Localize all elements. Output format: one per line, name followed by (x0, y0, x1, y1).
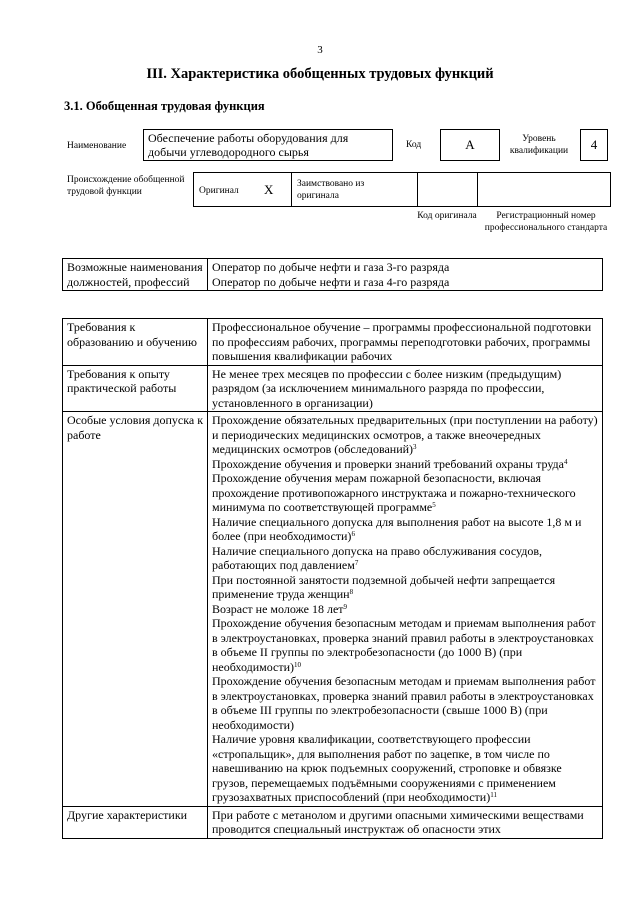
section-title: III. Характеристика обобщенных трудовых функций (146, 66, 494, 82)
requirement-line: Наличие специального допуска для выполнения работ на высоте 1,8 м и более (при необходимости)$^6$ (212, 514, 582, 543)
requirement-line: При постоянной занятости подземной добычей нефти запрещается применение труда женщин$^8$ (212, 572, 556, 601)
requirement-line: Прохождение обучения и проверки знаний требований охраны труда$^4$ (212, 456, 568, 471)
requirement-line: Наличие уровня квалификации, соответствующего профессии «стропальщик», для выполнения работ по зацепке, в том числе по навешиванию на крюк подъемных сооружений, строповке и обвязке грузов, перемещаемых подъёмными сооружениями с применением грузозахватных приспособлений (при необходимости)$^{11}$ (212, 732, 562, 804)
requirement-label: Требования к опыту практической работы (63, 365, 208, 412)
table-row (63, 319, 603, 366)
table-row (63, 365, 603, 412)
name-label: Наименование (67, 141, 127, 151)
requirement-label: Требования к образованию и обучению (63, 319, 208, 366)
requirement-line: Возраст не моложе 18 лет$^9$ (212, 601, 348, 616)
requirement-value (208, 319, 603, 366)
requirement-value (208, 412, 603, 807)
positions-label: Возможные наименования должностей, профессий (63, 259, 208, 291)
level-value: 4 (580, 129, 608, 161)
footnote-ref: 5 (432, 501, 436, 509)
position-item: Оператор по добыче нефти и газа 4-го разряда (212, 274, 450, 289)
footnote-ref: 6 (351, 530, 355, 538)
origin-divider (477, 172, 478, 207)
requirement-line: Профессиональное обучение – программы профессиональной подготовки по профессиям рабочих, программы переподготовки рабочих, программы повышения квалификации рабочих (212, 320, 592, 363)
table-row (63, 806, 603, 838)
reg-number-caption: Регистрационный номер профессионального стандарта (484, 211, 608, 233)
requirement-line: Наличие специального допуска на право обслуживания сосудов, работающих под давлением$^7$ (212, 543, 543, 572)
origin-divider (417, 172, 418, 207)
table-row (63, 259, 603, 291)
footnote-ref: 8 (349, 588, 354, 596)
positions-values (208, 259, 603, 291)
position-item: Оператор по добыче нефти и газа 3-го разряда (212, 260, 450, 274)
requirement-line: Прохождение обязательных предварительных (при поступлении на работу) и периодических медицинских осмотров, а также внеочередных медицинских осмотров (обследований)$^3$ (212, 413, 598, 456)
level-label: Уровень квалификации (509, 134, 569, 156)
original-mark: Х (264, 182, 274, 197)
original-label: Оригинал (199, 186, 239, 196)
footnote-ref: 11 (490, 791, 497, 799)
requirement-label: Другие характеристики (63, 806, 208, 838)
origin-grid (193, 172, 611, 207)
requirement-line: При работе с метанолом и другими опасными химическими веществами проводится специальный инструктаж об опасности этих (212, 807, 584, 836)
origin-label: Происхождение обобщенной трудовой функции (67, 175, 185, 197)
footnote-ref: 7 (354, 559, 359, 567)
subsection-title: 3.1. Обобщенная трудовая функция (64, 99, 265, 113)
footnote-ref: 9 (343, 602, 348, 611)
requirement-label: Особые условия допуска к работе (63, 412, 208, 807)
page-number: 3 (317, 44, 323, 56)
footnote-ref: 4 (564, 457, 568, 466)
table-row (63, 412, 603, 807)
positions-table (62, 258, 603, 291)
footnote-ref: 3 (413, 443, 417, 451)
requirement-line: Прохождение обучения мерам пожарной безопасности, включая прохождение противопожарного инструктажа и пожарно-технического минимума по соответствующей программе$^5$ (212, 471, 576, 514)
requirement-line: Прохождение обучения безопасным методам и приемам выполнения работ в электроустановках, проверка знаний правил работы в электроустановках в объеме II группы по электробезопасности (до 1000 В) (при необходимости)$^{10}$ (212, 616, 596, 674)
footnote-ref: 10 (294, 660, 302, 669)
code-label: Код (406, 140, 422, 150)
name-value: Обеспечение работы оборудования для добычи углеводородного сырья (143, 129, 393, 161)
origin-divider (291, 172, 292, 207)
origin-code-caption: Код оригинала (417, 211, 477, 221)
code-value: А (440, 129, 500, 161)
borrowed-label: Заимствовано из оригинала (297, 179, 365, 201)
requirements-table (62, 318, 603, 839)
requirement-line: Прохождение обучения безопасным методам и приемам выполнения работ в электроустановках, проверка знаний правил работы в электроустановках в объеме III группы по электробезопасности (свыше 1000 В) (при необходимости) (212, 674, 596, 732)
requirement-line: Не менее трех месяцев по профессии с более низким (предыдущим) разрядом (за исключением минимального разряда по профессии, установленного в организации) (212, 366, 562, 410)
requirement-value (208, 806, 603, 838)
requirement-value (208, 365, 603, 412)
